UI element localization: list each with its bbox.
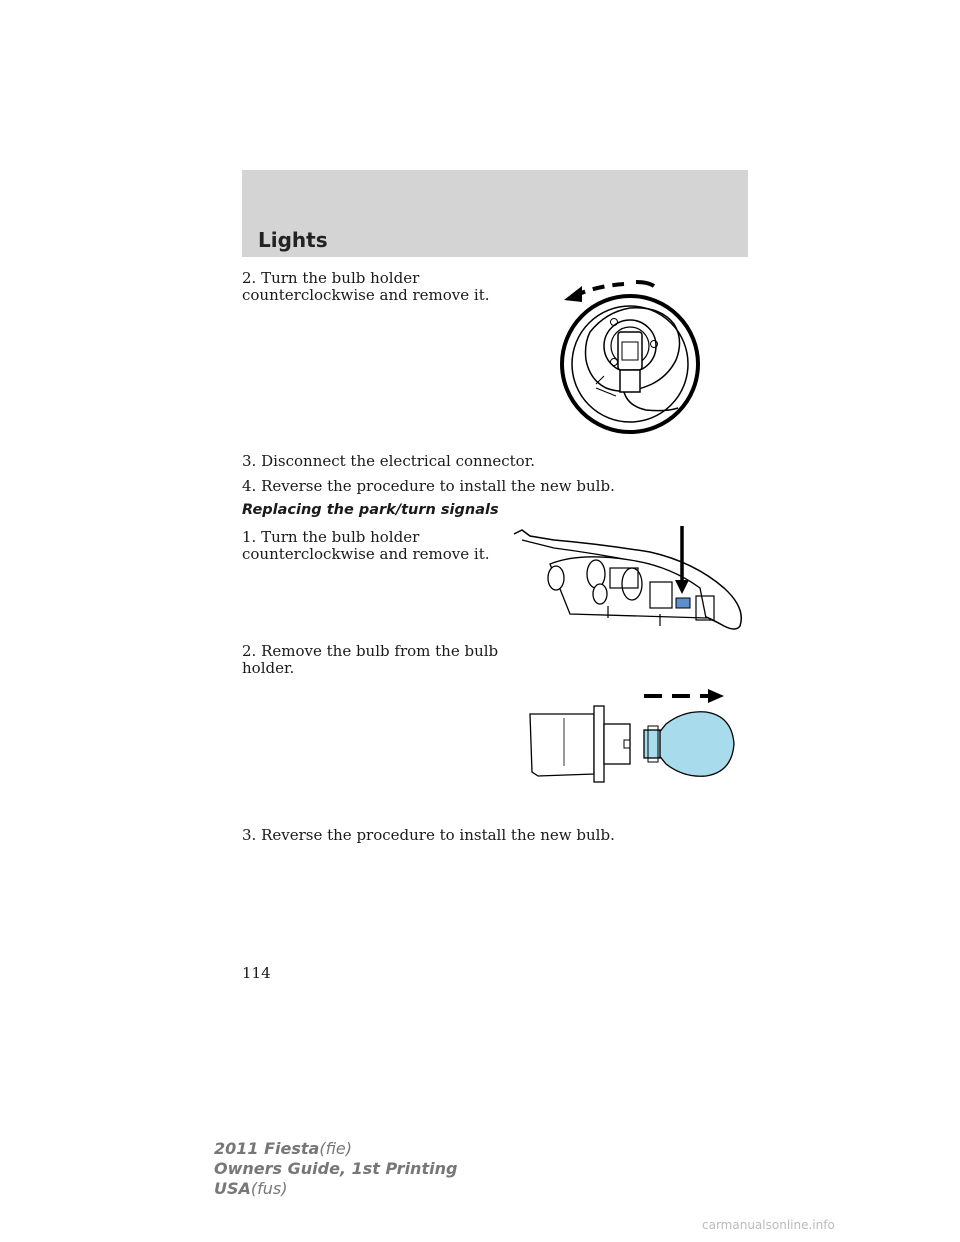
headlamp-bulb-holder-figure xyxy=(556,272,706,434)
watermark: carmanualsonline.info xyxy=(702,1218,835,1232)
subheading-park-turn-signals: Replacing the park/turn signals xyxy=(242,502,499,518)
footer-market: USA xyxy=(214,1179,251,1198)
footer-guide-printing: Owners Guide, 1st Printing xyxy=(214,1159,458,1178)
footer-model-code: (fie) xyxy=(319,1139,353,1158)
step-reverse-procedure-text: 4. Reverse the procedure to install the new bulb. xyxy=(242,477,615,495)
step-disconnect-connector-text: 3. Disconnect the electrical connector. xyxy=(242,452,535,470)
section-title: Lights xyxy=(258,228,328,252)
footer-model-year: 2011 Fiesta xyxy=(214,1139,320,1158)
step-turn-holder-park-text: 1. Turn the bulb holder counterclockwise and remove it. xyxy=(242,528,490,563)
footer-market-code: (fus) xyxy=(250,1179,288,1198)
step-reverse-procedure-park-text: 3. Reverse the procedure to install the new bulb. xyxy=(242,826,615,844)
document-footer xyxy=(214,1139,457,1199)
step-remove-bulb-text: 2. Remove the bulb from the bulb holder. xyxy=(242,642,499,677)
bulb-removal-figure xyxy=(520,688,750,788)
step-turn-holder-text: 2. Turn the bulb holder counterclockwise and remove it. xyxy=(242,269,490,304)
section-header-band xyxy=(242,170,748,257)
headlamp-assembly-park-turn-figure xyxy=(510,522,750,634)
page-number: 114 xyxy=(242,964,271,982)
